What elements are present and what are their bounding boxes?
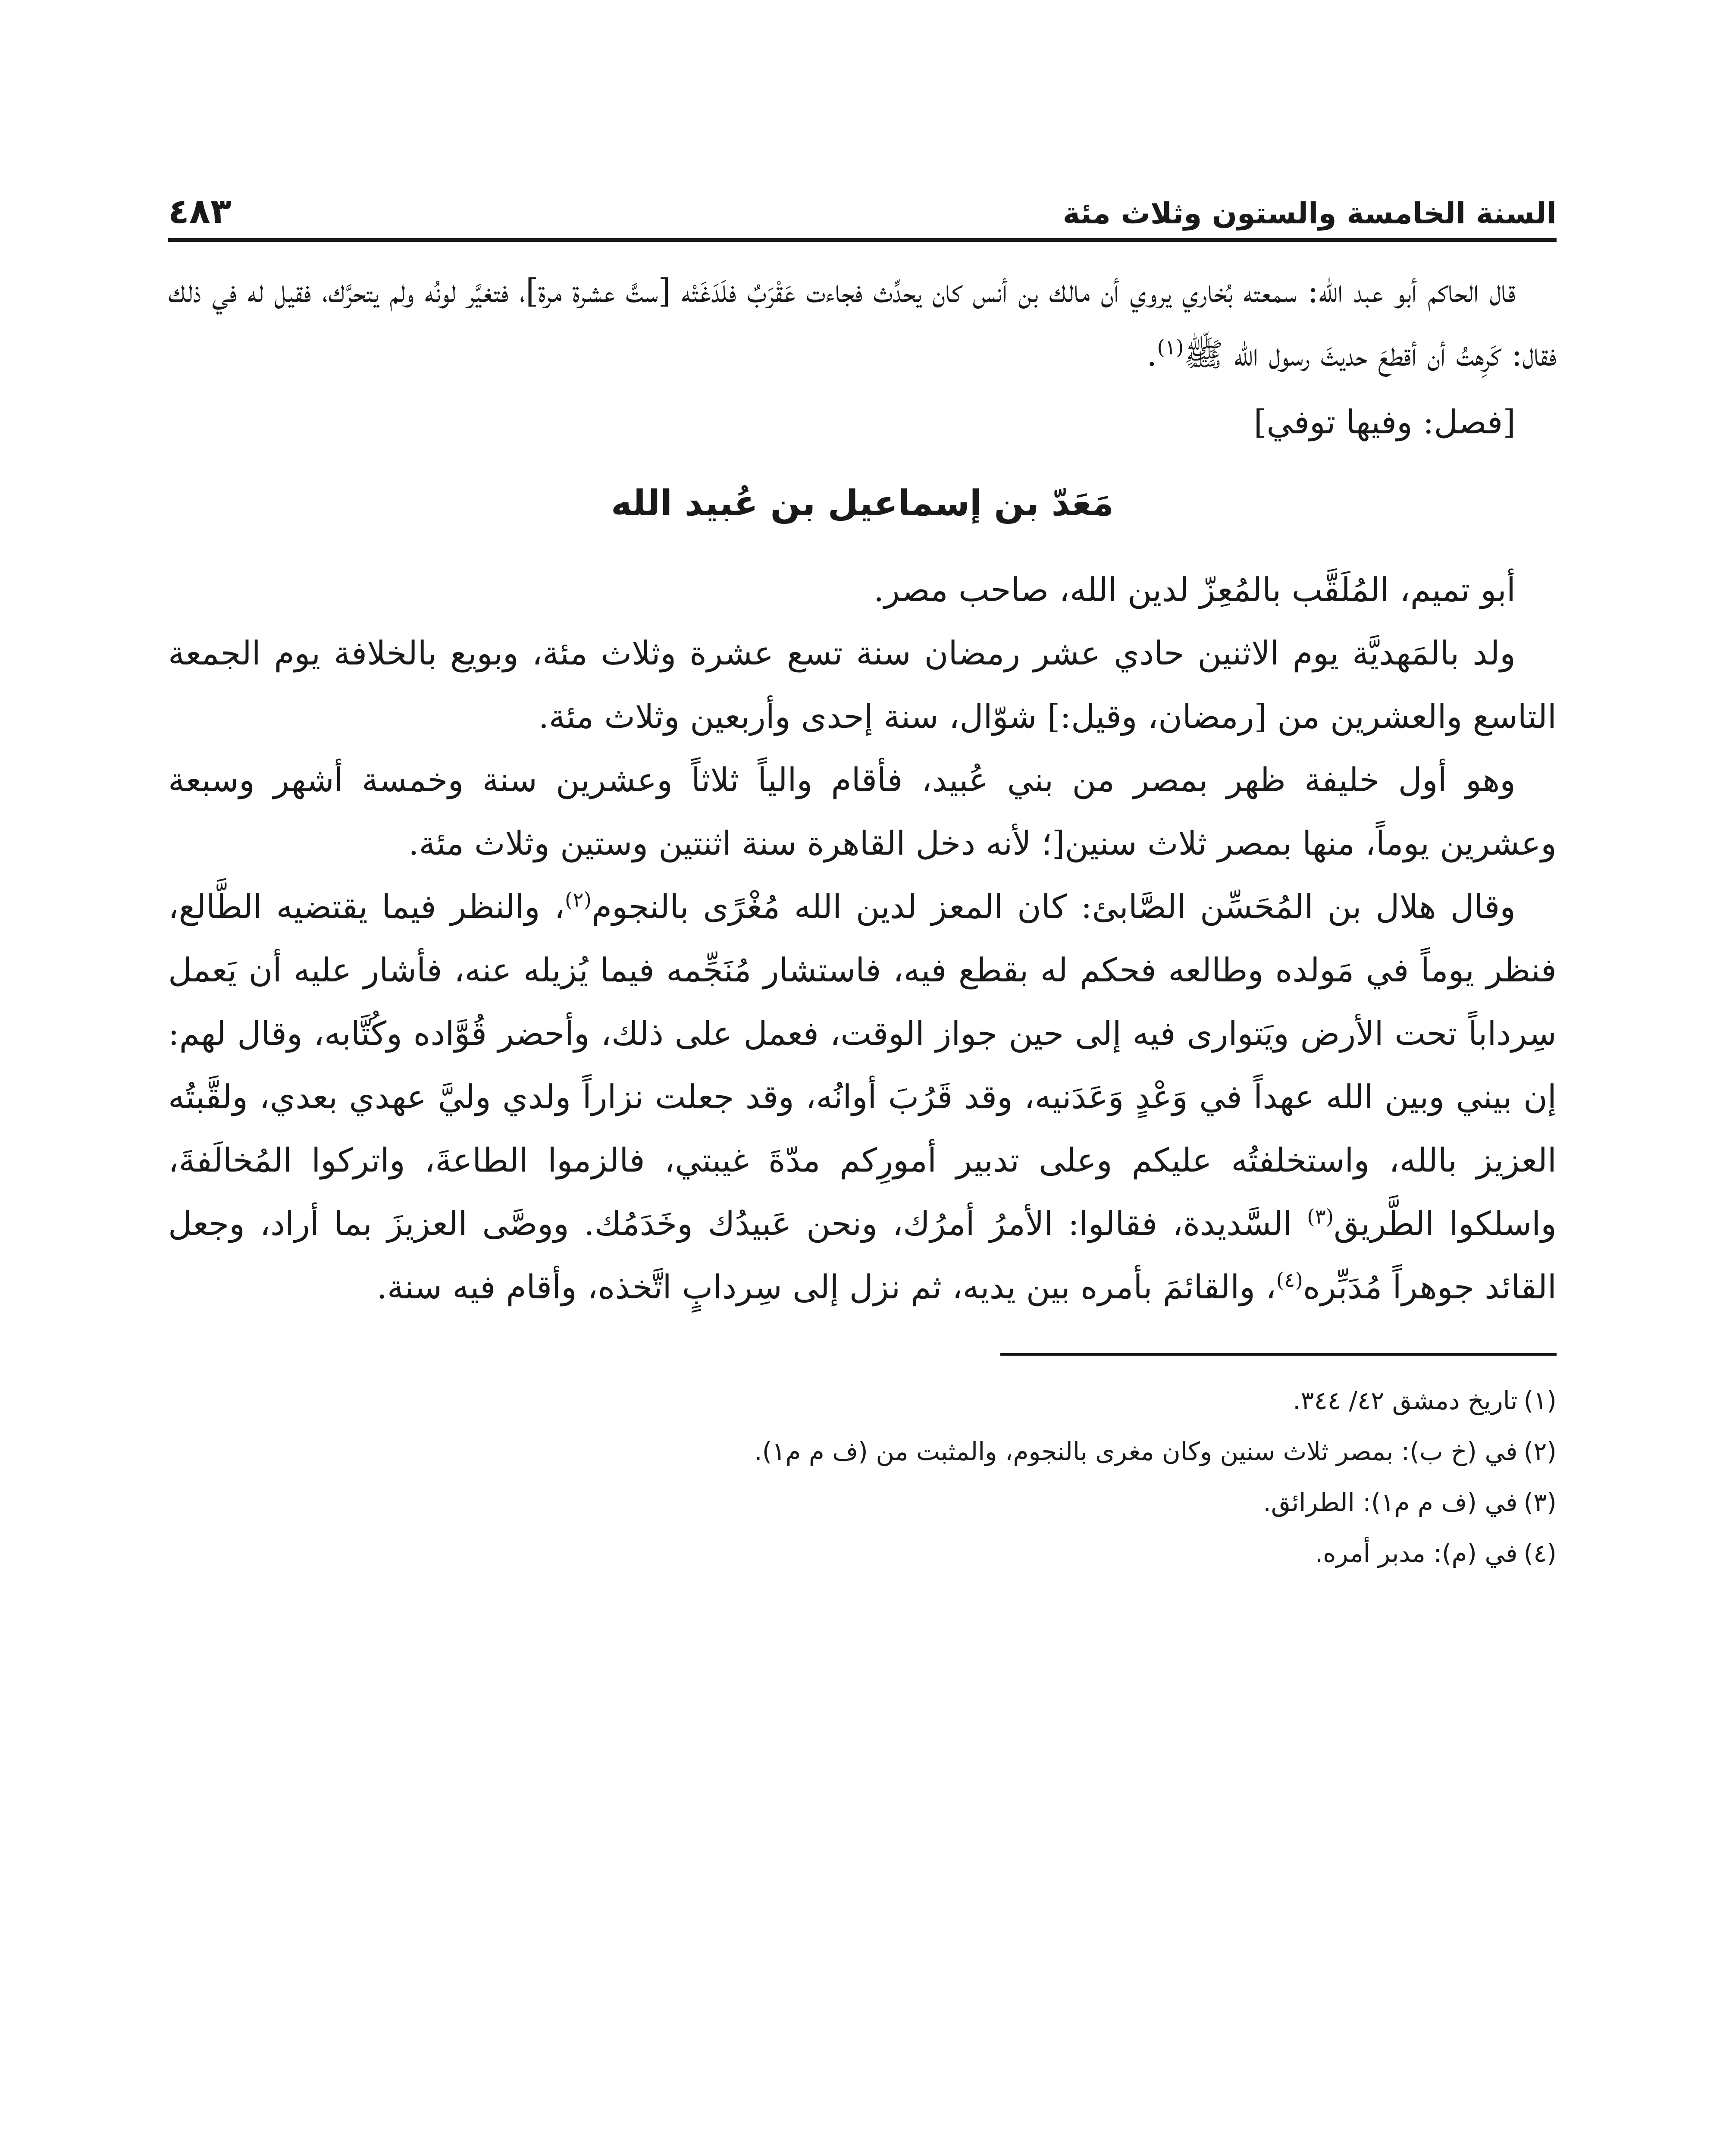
paragraph-hilal-account — [168, 875, 1557, 1319]
footnote-number: (٣) — [1523, 1488, 1557, 1517]
footnote-reference: (١) — [1157, 335, 1184, 360]
footnote-item — [168, 1477, 1557, 1528]
paragraph-hakim-anecdote — [168, 259, 1557, 386]
footnote-text: في (م): مدبر أمره. — [1315, 1539, 1518, 1568]
biography-heading: مَعَدّ بن إسماعيل بن عُبيد الله — [611, 483, 1114, 524]
paragraph-text: . — [1147, 335, 1157, 373]
footnote-item — [168, 1375, 1557, 1426]
running-head — [168, 164, 1557, 242]
footnote-reference: (٤) — [1276, 1268, 1303, 1292]
footnote-item — [168, 1426, 1557, 1477]
footnote-number: (١) — [1523, 1386, 1557, 1415]
paragraph-text: ، والنظر فيما يقتضيه الطَّالع، فنظر يوماً في مَولده وطالعه فحكم له بقطع فيه، فاستشار مُنَجِّمه فيما يُزيله عنه، فأشار عليه أن يَعمل سِرداباً تحت الأرض ويَتوارى فيه إلى حين جواز الوقت، فعمل على ذلك، وأحضر قُوَّاده وكُتَّابه، وقال لهم: إن بيني وبين الله عهداً في وَعْدٍ وَعَدَنيه، وقد قَرُبَ أوانُه، وقد جعلت نزاراً ولدي وليَّ عهدي بعدي، ولقَّبتُه العزيز بالله، واستخلفتُه عليكم وعلى تدبير أمورِكم مدّةَ غيبتي، فالزموا الطاعةَ، واتركوا المُخالَفةَ، واسلكوا الطَّريق — [168, 887, 1557, 1243]
paragraph-text: وقال هلال بن المُحَسِّن الصَّابئ: كان المعز لدين الله مُغْرًى بالنجوم — [591, 887, 1516, 926]
footnotes — [168, 1375, 1557, 1579]
footnote-number: (٢) — [1523, 1437, 1557, 1466]
footnote-reference: (٣) — [1307, 1205, 1334, 1229]
body-text — [168, 259, 1557, 1319]
paragraph-text: السَّديدة، فقالوا: الأمرُ أمرُك، ونحن عَبيدُك وخَدَمُك. ووصَّى العزيزَ بما أراد، وجعل القائد جوهراً مُدَبِّره — [168, 1204, 1557, 1306]
footnote-text: في (خ ب): بمصر ثلاث سنين وكان مغرى بالنجوم، والمثبت من (ف م م١). — [754, 1437, 1518, 1466]
footnote-divider — [1000, 1353, 1557, 1356]
footnote-text: في (ف م م١): الطرائق. — [1263, 1488, 1518, 1517]
footnote-number: (٤) — [1523, 1539, 1557, 1568]
page-number: ٤٨٣ — [168, 191, 232, 231]
footnote-reference: (٢) — [564, 888, 592, 912]
running-title: السنة الخامسة والستون وثلاث مئة — [1062, 197, 1557, 231]
footnote-item — [168, 1528, 1557, 1579]
section-marker: [فصل: وفيها توفي] — [1253, 403, 1516, 441]
paragraph-birth: ولد بالمَهديَّة يوم الاثنين حادي عشر رمضان سنة تسع عشرة وثلاث مئة، وبويع بالخلافة يوم الجمعة التاسع والعشرين من [رمضان، وقيل:] شوّال، سنة إحدى وأربعين وثلاث مئة. — [168, 634, 1557, 736]
footnote-text: تاريخ دمشق ٤٢/ ٣٤٤. — [1293, 1386, 1518, 1415]
book-page — [168, 164, 1557, 2156]
paragraph-kunya: أبو تميم، المُلَقَّب بالمُعِزّ لدين الله، صاحب مصر. — [874, 570, 1516, 609]
paragraph-text: قال الحاكم أبو عبد الله: سمعته بُخاري يروي أن مالك بن أنس كان يحدِّث فجاءت عَقْرَبٌ فلَدَغَتْه [ستَّ عشرة مرة]، فتغيَّر لونُه ولم يتحرَّك، فقيل له في ذلك فقال: كَرِهتُ أن أقطعَ حديثَ رسول الله ﷺ — [168, 272, 1557, 373]
paragraph-reign: وهو أول خليفة ظهر بمصر من بني عُبيد، فأقام والياً ثلاثاً وعشرين سنة وخمسة أشهر وسبعة وعشرين يوماً، منها بمصر ثلاث سنين[؛ لأنه دخل القاهرة سنة اثنتين وستين وثلاث مئة. — [168, 761, 1557, 862]
paragraph-text: ، والقائمَ بأمره بين يديه، ثم نزل إلى سِردابٍ اتَّخذه، وأقام فيه سنة. — [376, 1268, 1276, 1306]
